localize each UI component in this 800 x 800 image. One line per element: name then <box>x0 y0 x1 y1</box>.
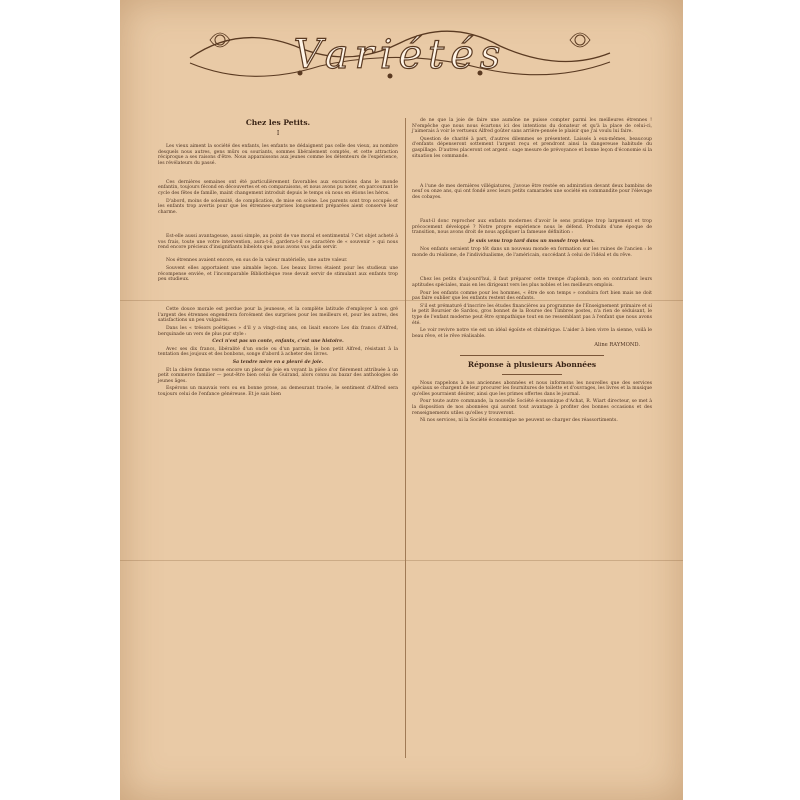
text-lines <box>412 161 652 183</box>
text-lines <box>158 217 398 234</box>
paragraph: Avec ses dix francs, libéralité d'un oncle ou d'un parrain, le bon petit Alfred, résistant à la tentation des joujoux et des bonbons, songe d'abord à acheter des livres. <box>158 346 398 358</box>
left-column <box>158 118 398 400</box>
paragraph: Pour toute autre commande, la nouvelle Société économique d'Achat, R. Wiart directeur, se met à la disposition de nos abonnées qui auront tout avantage à profiter des bonnes occasions et des renseignements utiles qu'elles y trouveront. <box>412 399 652 416</box>
paragraph: Dans les « trésors poétiques » d'il y a vingt-cinq ans, on lisait encore Les dix francs d'Alfred, berquinade un vers de plus pur style : <box>158 326 398 337</box>
paragraph: Faut-il donc reprocher aux enfants modernes d'avoir le sens pratique trop largement et trop précocement développé ? Notre propre expérience nous le défend. Produits d'une époque de transition, nous avons droit de nous appliquer la fameuse définition : <box>412 219 652 236</box>
italic-verse: Ceci n'est pas un conte, enfants, c'est une histoire. <box>212 339 344 345</box>
paragraph: D'abord, moins de solennité, de complication, de mise en scène. Les parents sont trop occupés et les enfants trop avertis pour que les étrennes-surprises longuement préparées aient conservé leur charme. <box>158 198 398 215</box>
paper-fold <box>120 560 683 561</box>
text-lines <box>158 169 398 180</box>
author-signature: Aline RAYMOND. <box>594 342 640 349</box>
section-rule <box>502 374 562 375</box>
paragraph: A l'une de mes dernières villégiatures, j'avoue être restée en admiration devant deux bambins de neuf ou onze ans, qui ont fondé avec leurs petits camarades une société en commandite pour l'élevage des cobayes. <box>412 183 652 200</box>
paragraph: de ne que la joie de faire une aumône ne puisse compter parmi les meilleures étrennes ! N'empêche que nous nous écartons ici des intentions du donateur et qu'à la place de celui-ci, j'aimerais à voir le vertueux Alfred goûter sans arrière-pensée le plaisir que j'ai voulu lui faire. <box>412 118 652 135</box>
paragraph: Est-elle aussi avantageuse, aussi simple, au point de vue moral et sentimental ? Cet objet acheté à vos frais, toute une votre intervention, aura-t-il, gardera-t-il ce caractère de « souvenir » qui nous rend encore précieux d'insignifiants bibelots que nous avons vus jadis servir. <box>158 234 398 251</box>
paragraph: Cette douce morale est perdue pour la jeunesse, et la complète latitude d'employer à son gré l'argent des étrennes engendrera forcément des surprises pour les meilleurs et, pour les autres, des satisfactions un peu vulgaires. <box>158 307 398 324</box>
paragraph: Le voir revivre notre vie est un idéal égoïste et chimérique. L'aider à bien vivre la sienne, voilà le beau rêve, et le rêve réalisable. <box>412 328 652 339</box>
motto-line: Je suis venu trop tard dans un monde trop vieux. <box>469 238 595 244</box>
italic-verse: Sa tendre mère en a pleuré de joie. <box>232 359 324 365</box>
right-column <box>412 118 652 426</box>
paragraph: Souvent elles apportaient une aimable leçon. Les beaux livres étaient pour les studieux une récompense enviée, et l'incomparable Bibliothèque rose devait servir de stimulant aux enfants trop peu studieux. <box>158 266 398 283</box>
paragraph: Et la chère femme verse encore un pleur de joie en voyant la pièce d'or fièrement attribuée à un petit commerce familier — peut-être bien celui de Guirand, alors connu au bazar des anthologies de jeunes âges. <box>158 367 398 384</box>
paragraph: Question de charité à part, d'autres dilemmes se présentent. Laissés à eux-mêmes, beaucoup d'enfants dépenseront sottement l'argent reçu et prendront ainsi la dangereuse habitude du gaspillage. D'autres placeront cet argent : sage mesure de prévoyance et bonne leçon d'économie si la situation les commande. <box>412 136 652 159</box>
masthead-title: Variétés <box>293 32 507 78</box>
paragraph: Les vieux aiment la société des enfants, les enfants ne dédaignent pas celle des vieux, au nombre desquels nous autres, gens mûrs ou souriants, sommes libéralement comptés, et cette attraction réciproque a ses raisons d'être. Nous apparaissons aux jeunes comme les détenteurs de l'expérience, les révélateurs du passé. <box>158 144 398 166</box>
paragraph: Nos étrennes avaient encore, en sus de la valeur matérielle, une autre valeur. <box>166 258 348 264</box>
paragraph: Pour les enfants comme pour les hommes, « être de son temps » conduira fort bien mais ne doit pas faire oublier que les enfants restent des enfants. <box>412 290 652 302</box>
text-lines <box>412 202 652 219</box>
paragraph: Nos enfants seraient trop tôt dans un nouveau monde en formation sur les ruines de l'ancien : le monde du réalisme, de l'individualisme, de l'américain, succédant à celui de l'idéal et du rêve. <box>412 247 652 259</box>
section-title: Réponse à plusieurs Abonnées <box>467 359 597 369</box>
paragraph: Ni nos services, ni la Société économique ne peuvent se charger des réassortiments. <box>420 418 618 424</box>
paragraph: Espérons un mauvais vers ou en bonne prose, au demeurant tracée, le sentiment d'Alfred sera toujours celui de l'enfance généreuse. Et je sais bien <box>158 386 398 397</box>
paragraph: Ces dernières semaines ont été particulièrement favorables aux excursions dans le monde enfantin, toujours fécond en découvertes et en comparaisons, et nous avons pu noter, en parcourant le cycle des fêtes de famille, maint changement introduit depuis le temps où nous en étions les héros. <box>158 179 398 196</box>
newspaper-page <box>120 0 683 800</box>
paragraph: Nous rappelons à nos anciennes abonnées et nous informons les nouvelles que des services spéciaux se chargent de leur procurer les fournitures de toilette et d'ouvrages, les livres et la musique qu'elles pourraient désirer, ainsi que les primes offertes dans le journal. <box>412 380 652 397</box>
section-title: Chez les Petits. <box>245 118 311 127</box>
paragraph: Chez les petits d'aujourd'hui, il faut préparer cette trempe d'aplomb, non en contrariant leurs aptitudes spéciales, mais en les dirigeant vers les plus nobles et les meilleurs emplois. <box>412 277 652 289</box>
column-divider <box>405 118 406 758</box>
text-lines <box>412 261 652 278</box>
masthead <box>180 18 620 88</box>
section-rule <box>460 355 604 356</box>
paragraph: S'il est prématuré d'inscrire les études financières au programme de l'Enseignement primaire et si le petit Boursier de Sardou, gros bonnet de la Bourse des Timbres postes, n'a rien de séduisant, le type de l'enfant moderne peut être sympathique tout en ne ressemblant pas à l'enfant que nous avons été. <box>412 303 652 326</box>
text-lines <box>158 285 398 307</box>
section-number: I <box>276 129 280 137</box>
